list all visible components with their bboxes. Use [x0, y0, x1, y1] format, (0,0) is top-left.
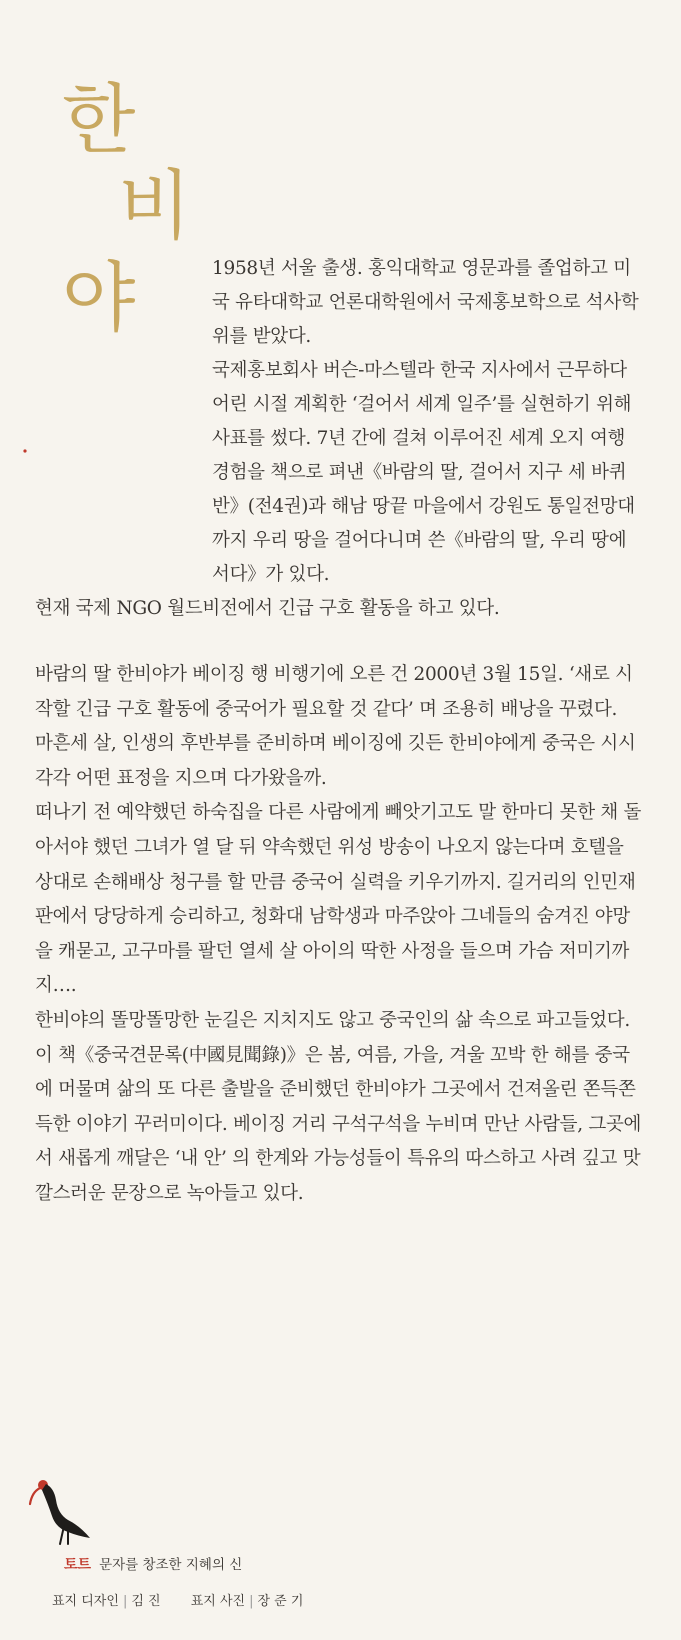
- publisher-line: [64, 1553, 242, 1574]
- bio-paragraph: 1958년 서울 출생. 홍익대학교 영문과를 졸업하고 미국 유타대학교 언론대학원에서 국제홍보학으로 석사학위를 받았다.: [212, 258, 639, 347]
- summary-paragraph: 이 책《중국견문록(中國見聞錄)》은 봄, 여름, 가을, 겨울 꼬박 한 해를 중국에 머물며 삶의 또 다른 출발을 준비했던 한비야가 그곳에서 건져올린 쫀득쫀득한 이야기 꾸러미이다. 베이징 거리 구석구석을 누비며 만난 사람들, 그곳에서 새롭게 깨달은 ‘내 안’ 의 한계와 가능성들이 특유의 따스하고 사려 깊고 맛깔스러운 문장으로 녹아들고 있다.: [35, 1044, 642, 1204]
- author-biography: [35, 252, 645, 626]
- author-name-char-1: 한: [62, 75, 136, 164]
- publisher-brand: 토트: [64, 1557, 92, 1573]
- cover-photo-label: 표지 사진: [190, 1594, 246, 1609]
- bio-paragraph: 현재 국제 NGO 월드비전에서 긴급 구호 활동을 하고 있다.: [35, 598, 500, 619]
- credit-separator: |: [122, 1594, 128, 1609]
- summary-paragraph: 한비야의 똘망똘망한 눈길은 지치지도 않고 중국인의 삶 속으로 파고들었다.: [35, 1009, 630, 1031]
- author-name-char-2: 비: [118, 161, 192, 250]
- summary-paragraph: 떠나기 전 예약했던 하숙집을 다른 사람에게 빼앗기고도 말 한마디 못한 채 돌아서야 했던 그녀가 열 달 뒤 약속했던 위성 방송이 나오지 않는다며 호텔을 상대로 손해배상 청구를 할 만큼 중국어 실력을 키우기까지. 길거리의 인민재판에서 당당하게 승리하고, 청화대 남학생과 마주앉아 그네들의 숨겨진 야망을 캐묻고, 고구마를 팔던 열세 살 아이의 딱한 사정을 들으며 가슴 저미기까지….: [35, 802, 642, 997]
- cover-design-label: 표지 디자인: [52, 1594, 119, 1609]
- summary-paragraph: 바람의 딸 한비야가 베이징 행 비행기에 오른 건 2000년 3월 15일. ‘새로 시작할 긴급 구호 활동에 중국어가 필요할 것 같다’ 며 조용히 배낭을 꾸렸다.: [35, 664, 633, 720]
- cover-design-name: 김 진: [131, 1594, 161, 1609]
- bio-paragraph: 국제홍보회사 버슨-마스텔라 한국 지사에서 근무하다 어린 시절 계획한 ‘걸어서 세계 일주’를 실현하기 위해 사표를 썼다. 7년 간에 걸쳐 이루어진 세계 오지 여행 경험을 책으로 펴낸《바람의 딸, 걸어서 지구 세 바퀴 반》(전4권)과 해남 땅끝 마을에서 강원도 통일전망대까지 우리 땅을 걸어다니며 쓴《바람의 딸, 우리 땅에 서다》가 있다.: [212, 360, 635, 585]
- author-name-char-3: 야: [62, 253, 136, 342]
- cover-photo-name: 장 준 기: [257, 1594, 304, 1609]
- ibis-bird-icon: [28, 1470, 94, 1546]
- publisher-tagline: 문자를 창조한 지혜의 신: [99, 1557, 243, 1573]
- pen-mark: [22, 448, 28, 454]
- cover-credits: [52, 1590, 307, 1609]
- book-summary: [35, 658, 645, 1212]
- credit-separator: |: [249, 1594, 254, 1609]
- summary-paragraph: 마흔세 살, 인생의 후반부를 준비하며 베이징에 깃든 한비야에게 중국은 시시각각 어떤 표정을 지으며 다가왔을까.: [35, 733, 636, 789]
